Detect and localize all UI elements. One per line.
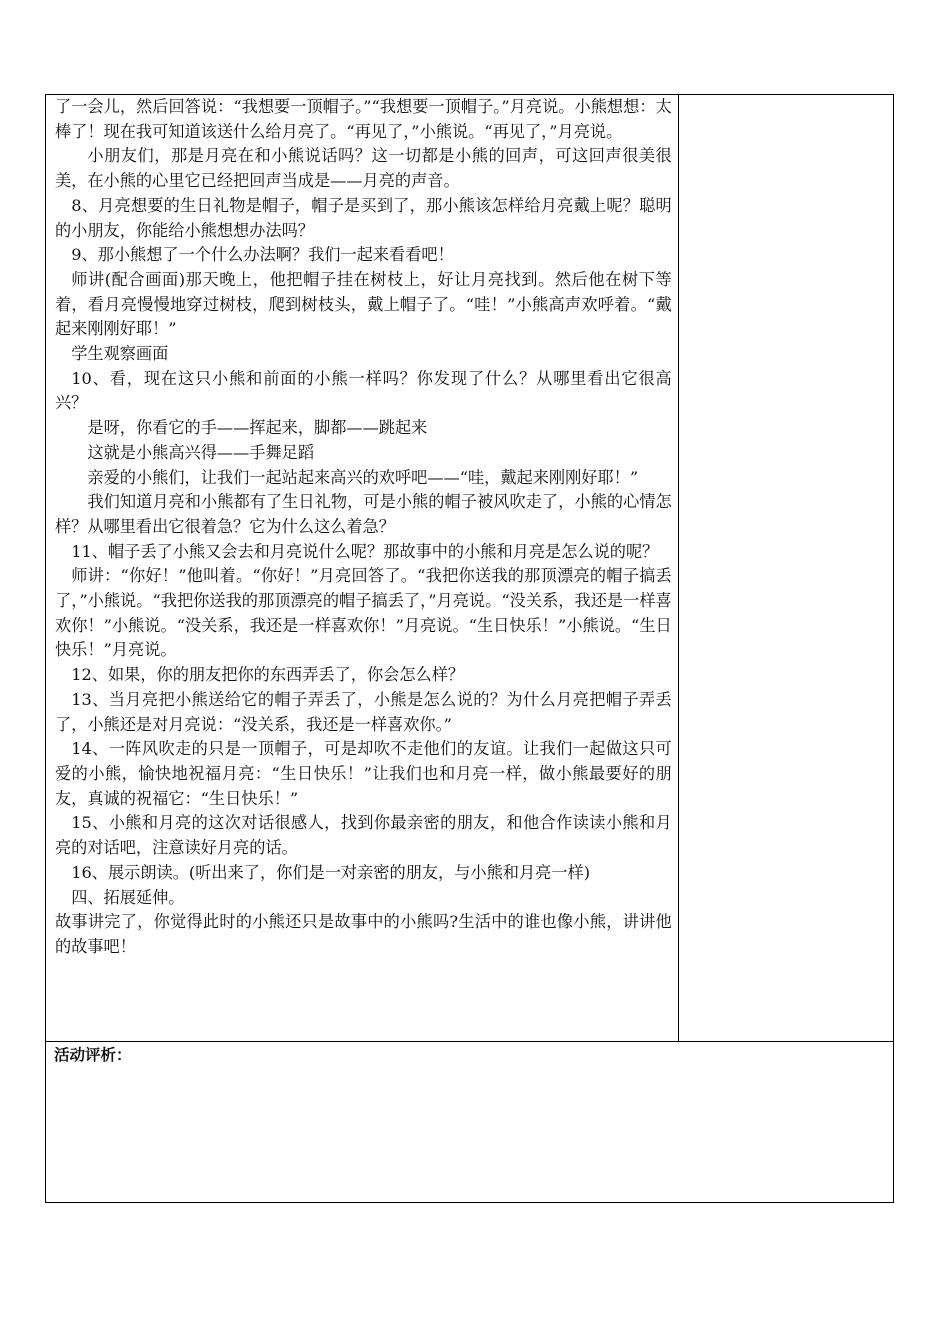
paragraph: 9、那小熊想了一个什么办法啊？我们一起来看看吧！ [71, 245, 454, 265]
teaching-process-text [55, 95, 672, 960]
paragraph: 四、拓展延伸。 [71, 887, 185, 907]
paragraph: 15、小熊和月亮的这次对话很感人，找到你最亲密的朋友，和他合作读读小熊和月亮的对话吧，注意读好月亮的话。 [55, 813, 672, 858]
paragraph: 我们知道月亮和小熊都有了生日礼物，可是小熊的帽子被风吹走了，小熊的心情怎样？从哪里看出它很着急？它为什么这么着急？ [55, 492, 672, 536]
paragraph: 13、当月亮把小熊送给它的帽子弄丢了，小熊是怎么说的？为什么月亮把帽子弄丢了，小熊还是对月亮说：“没关系，我还是一样喜欢你。” [55, 689, 672, 734]
paragraph: 16、展示朗读。(听出来了，你们是一对亲密的朋友，与小熊和月亮一样) [71, 862, 591, 882]
evaluation-row [46, 1042, 894, 1203]
paragraph: 学生观察画面 [71, 344, 169, 364]
paragraph: 了一会儿，然后回答说：“我想要一顶帽子。”“我想要一顶帽子。”月亮说。小熊想想：太棒了！现在我可知道该送什么给月亮了。“再见了，”小熊说。“再见了，”月亮说。 [55, 97, 672, 141]
paragraph: 8、月亮想要的生日礼物是帽子，帽子是买到了，那小熊该怎样给月亮戴上呢？聪明的小朋友，你能给小熊想想办法吗？ [55, 195, 672, 240]
paragraph: 11、帽子丢了小熊又会去和月亮说什么呢？那故事中的小熊和月亮是怎么说的呢？ [71, 541, 659, 561]
content-row [46, 95, 894, 1042]
paragraph: 这就是小熊高兴得——手舞足蹈 [87, 442, 315, 462]
paragraph: 是呀，你看它的手——挥起来，脚都——跳起来 [87, 418, 428, 438]
teaching-process-cell [46, 95, 679, 1042]
paragraph: 14、一阵风吹走的只是一顶帽子，可是却吹不走他们的友谊。让我们一起做这只可爱的小熊，愉快地祝福月亮：“生日快乐！”让我们也和月亮一样，做小熊最要好的朋友，真诚的祝福它：“生日快乐！” [55, 739, 672, 808]
paragraph: 师讲：“你好！”他叫着。“你好！”月亮回答了。“我把你送我的那顶漂亮的帽子搞丢了，”小熊说。“我把你送我的那顶漂亮的帽子搞丢了，”月亮说。“没关系，我还是一样喜欢你！”小熊说。“没关系，我还是一样喜欢你！”月亮说。“生日快乐！”小熊说。“生日快乐！”月亮说。 [55, 566, 672, 660]
evaluation-cell [46, 1042, 894, 1203]
paragraph: 小朋友们，那是月亮在和小熊说话吗？这一切都是小熊的回声，可这回声很美很美，在小熊的心里它已经把回声当成是——月亮的声音。 [55, 146, 672, 191]
paragraph: 亲爱的小熊们，让我们一起站起来高兴的欢呼吧——“哇，戴起来刚刚好耶！” [87, 467, 639, 487]
lesson-plan-table [45, 94, 894, 1203]
paragraph: 师讲(配合画面)那天晚上，他把帽子挂在树枝上，好让月亮找到。然后他在树下等着，看月亮慢慢地穿过树枝，爬到树枝头，戴上帽子了。“哇！”小熊高声欢呼着。“戴起来刚刚好耶！” [55, 269, 672, 339]
notes-cell [678, 95, 893, 1042]
evaluation-label: 活动评析： [54, 1046, 132, 1064]
paragraph: 10、看，现在这只小熊和前面的小熊一样吗？你发现了什么？从哪里看出它很高兴？ [55, 368, 672, 413]
paragraph: 故事讲完了，你觉得此时的小熊还只是故事中的小熊吗?生活中的谁也像小熊，讲讲他的故事吧！ [55, 912, 672, 956]
paragraph: 12、如果，你的朋友把你的东西弄丢了，你会怎么样？ [71, 665, 465, 685]
